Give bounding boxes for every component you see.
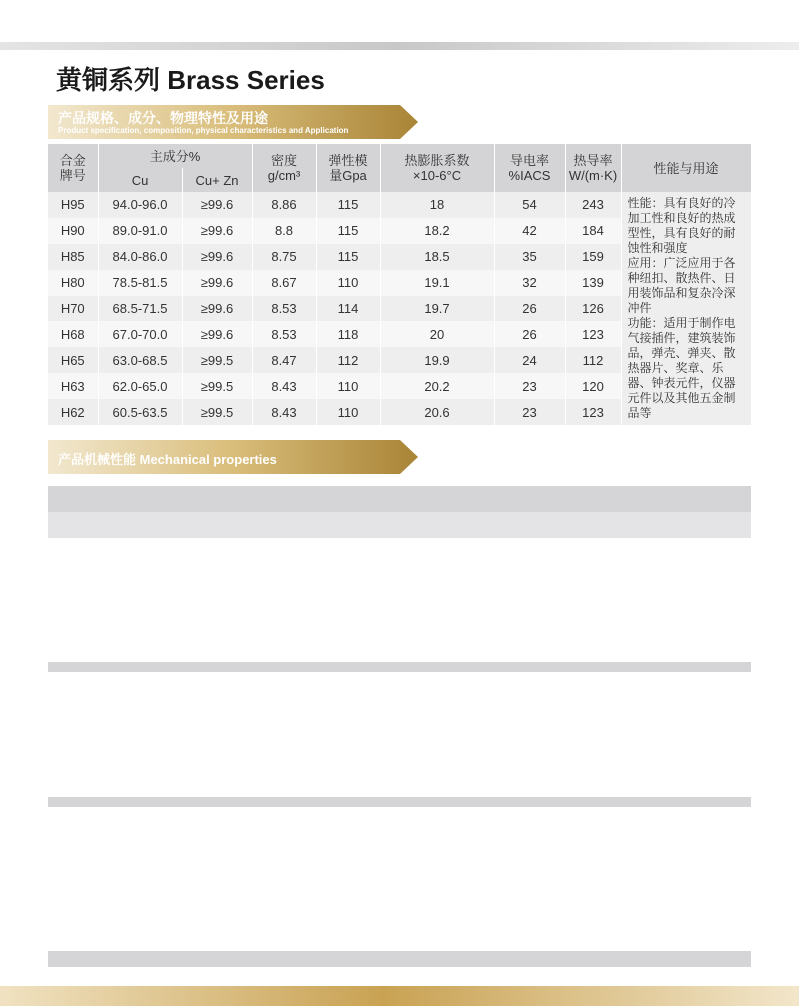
cell-conductivity: 32 [494, 270, 565, 296]
bottom-decor-band [0, 986, 799, 1006]
cell-conductivity: 23 [494, 373, 565, 399]
header-alloy: 合金 牌号 [48, 144, 98, 192]
cell-cu: 84.0-86.0 [98, 244, 182, 270]
cell-expansion: 19.7 [380, 296, 494, 322]
cell-cu: 62.0-65.0 [98, 373, 182, 399]
cell-cu: 68.5-71.5 [98, 296, 182, 322]
cell-cuzn: ≥99.6 [182, 218, 252, 244]
cell-expansion: 20.6 [380, 399, 494, 425]
cell-cu: 60.5-63.5 [98, 399, 182, 425]
section-title-cn: 产品规格、成分、物理特性及用途 [58, 110, 268, 126]
section-banner-mechanical [48, 440, 418, 474]
cell-cuzn: ≥99.6 [182, 270, 252, 296]
mech-table-header-band [48, 486, 751, 512]
cell-density: 8.86 [252, 192, 316, 218]
cell-cu: 89.0-91.0 [98, 218, 182, 244]
cell-cuzn: ≥99.6 [182, 192, 252, 218]
cell-cuzn: ≥99.6 [182, 296, 252, 322]
cell-conductivity: 35 [494, 244, 565, 270]
cell-modulus: 112 [316, 347, 380, 373]
cell-density: 8.47 [252, 347, 316, 373]
header-cuzn: Cu+ Zn [182, 168, 252, 192]
cell-conductivity: 26 [494, 296, 565, 322]
section-title-en: Product specification, composition, physical characteristics and Application [58, 126, 349, 135]
cell-modulus: 110 [316, 270, 380, 296]
header-cu: Cu [98, 168, 182, 192]
cell-thermal: 123 [565, 399, 621, 425]
header-thermal: 热导率 W/(m·K) [565, 144, 621, 192]
cell-cuzn: ≥99.5 [182, 347, 252, 373]
section-banner-spec [48, 105, 418, 139]
cell-alloy: H68 [48, 321, 98, 347]
cell-expansion: 19.9 [380, 347, 494, 373]
cell-conductivity: 23 [494, 399, 565, 425]
page-title: 黄铜系列 Brass Series [56, 65, 325, 95]
cell-conductivity: 26 [494, 321, 565, 347]
cell-alloy: H95 [48, 192, 98, 218]
cell-thermal: 126 [565, 296, 621, 322]
header-conductivity: 导电率 %IACS [494, 144, 565, 192]
cell-expansion: 18.2 [380, 218, 494, 244]
cell-thermal: 112 [565, 347, 621, 373]
spec-table [48, 144, 752, 425]
cell-alloy: H85 [48, 244, 98, 270]
uses-text: 性能：具有良好的冷加工性和良好的热成型性，具有良好的耐蚀性和强度 应用：广泛应用于各种纽扣、散热件、日用装饰品和复杂冷深冲件 功能：适用于制作电气接插件，建筑装饰品，弹壳、弹夹、散热器片、奖章、乐器、钟表元件，仪器元件以及其他五金制品等 [621, 192, 751, 425]
cell-thermal: 184 [565, 218, 621, 244]
cell-modulus: 115 [316, 218, 380, 244]
cell-modulus: 115 [316, 244, 380, 270]
header-composition: 主成分% [98, 144, 252, 168]
mech-group-separator [48, 797, 751, 807]
cell-cuzn: ≥99.5 [182, 373, 252, 399]
mech-table-footer-band [48, 951, 751, 967]
header-modulus: 弹性模 量Gpa [316, 144, 380, 192]
cell-thermal: 139 [565, 270, 621, 296]
cell-thermal: 123 [565, 321, 621, 347]
cell-alloy: H90 [48, 218, 98, 244]
cell-density: 8.43 [252, 373, 316, 399]
cell-expansion: 18.5 [380, 244, 494, 270]
cell-density: 8.67 [252, 270, 316, 296]
cell-alloy: H80 [48, 270, 98, 296]
header-expansion: 热膨胀系数 ×10-6°C [380, 144, 494, 192]
cell-modulus: 110 [316, 399, 380, 425]
mech-table-subheader-band [48, 512, 751, 538]
cell-density: 8.53 [252, 296, 316, 322]
cell-cu: 94.0-96.0 [98, 192, 182, 218]
cell-thermal: 159 [565, 244, 621, 270]
cell-thermal: 243 [565, 192, 621, 218]
cell-thermal: 120 [565, 373, 621, 399]
cell-density: 8.53 [252, 321, 316, 347]
cell-modulus: 114 [316, 296, 380, 322]
cell-alloy: H65 [48, 347, 98, 373]
cell-conductivity: 42 [494, 218, 565, 244]
cell-cu: 78.5-81.5 [98, 270, 182, 296]
cell-cu: 63.0-68.5 [98, 347, 182, 373]
cell-modulus: 115 [316, 192, 380, 218]
cell-expansion: 18 [380, 192, 494, 218]
cell-expansion: 20.2 [380, 373, 494, 399]
cell-conductivity: 54 [494, 192, 565, 218]
mech-group-separator [48, 662, 751, 672]
cell-cuzn: ≥99.6 [182, 244, 252, 270]
cell-expansion: 19.1 [380, 270, 494, 296]
cell-conductivity: 24 [494, 347, 565, 373]
cell-density: 8.8 [252, 218, 316, 244]
cell-modulus: 118 [316, 321, 380, 347]
header-density: 密度 g/cm³ [252, 144, 316, 192]
top-decor-band [0, 42, 799, 50]
header-uses: 性能与用途 [621, 144, 751, 192]
cell-modulus: 110 [316, 373, 380, 399]
table-row [48, 192, 751, 218]
cell-cuzn: ≥99.5 [182, 399, 252, 425]
cell-alloy: H63 [48, 373, 98, 399]
section-title-mechanical: 产品机械性能 Mechanical properties [58, 452, 277, 467]
cell-alloy: H70 [48, 296, 98, 322]
cell-density: 8.43 [252, 399, 316, 425]
cell-alloy: H62 [48, 399, 98, 425]
cell-density: 8.75 [252, 244, 316, 270]
cell-expansion: 20 [380, 321, 494, 347]
cell-cuzn: ≥99.6 [182, 321, 252, 347]
cell-cu: 67.0-70.0 [98, 321, 182, 347]
